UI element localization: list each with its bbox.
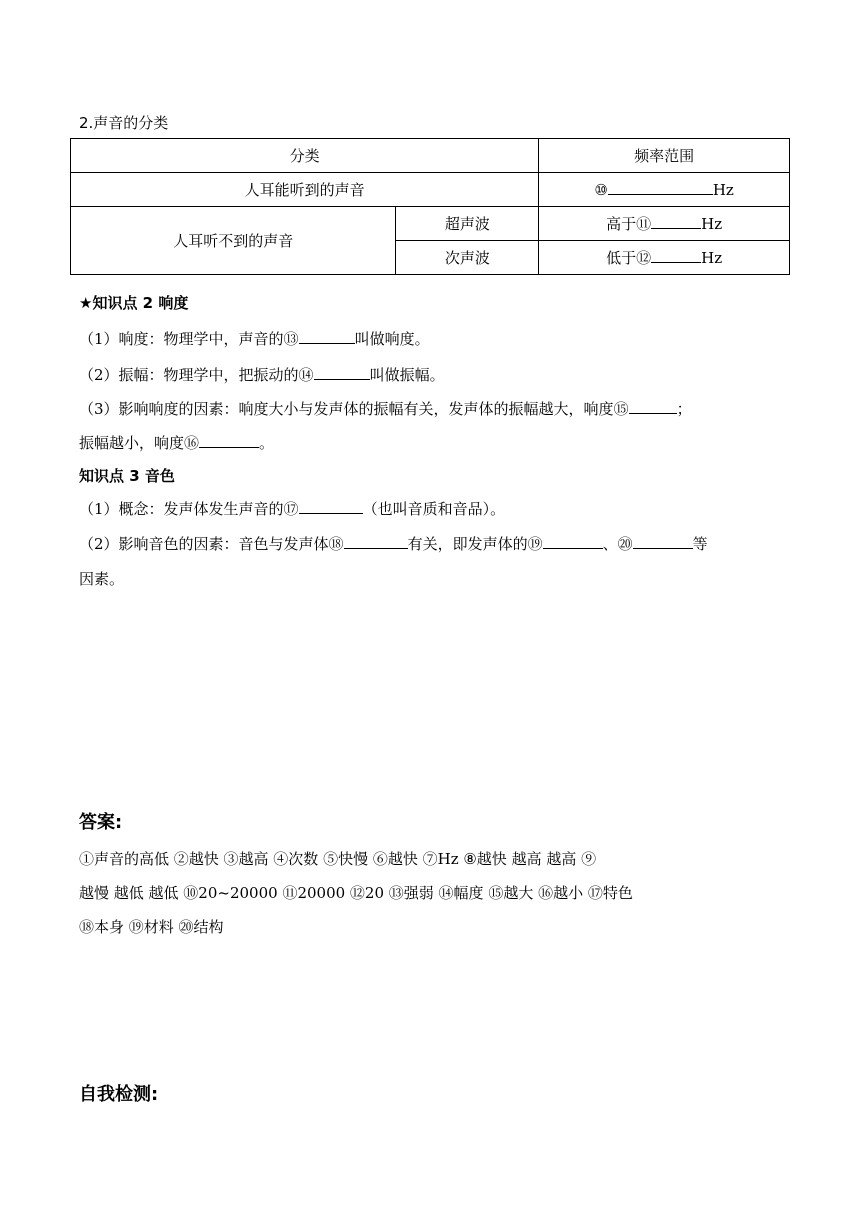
blank-marker: ⑰ xyxy=(283,500,299,518)
answers-line-3: ⑱本身 ⑲材料 ⑳结构 xyxy=(79,918,224,936)
range-prefix: 低于 xyxy=(606,249,637,267)
text-segment: 叫做振幅。 xyxy=(369,366,445,384)
timbre-definition xyxy=(79,498,505,519)
answers-line-1: ①声音的高低 ②越快 ③越高 ④次数 ⑤快慢 ⑥越快 ⑦Hz ⑧越快 越高 越高 ⑨ xyxy=(79,850,597,868)
fill-blank xyxy=(608,180,713,195)
ultrasound-label: 超声波 xyxy=(396,207,539,241)
fill-blank xyxy=(651,248,701,263)
knowledge-point-2-title: ★知识点 2 响度 xyxy=(79,294,189,312)
table-row xyxy=(71,173,790,207)
fill-blank xyxy=(633,534,693,549)
blank-marker: ⑫ xyxy=(636,249,652,267)
fill-blank xyxy=(629,399,677,414)
knowledge-point-3-title: 知识点 3 音色 xyxy=(79,467,175,485)
audible-range-cell xyxy=(539,173,790,207)
section-title-classification: 2.声音的分类 xyxy=(79,114,169,132)
text-segment: 、 xyxy=(602,535,618,553)
fill-blank xyxy=(344,534,408,549)
answers-line-2: 越慢 越低 越低 ⑩20~20000 ⑪20000 ⑫20 ⑬强弱 ⑭幅度 ⑮越大 ⑯越小 ⑰特色 xyxy=(79,884,633,902)
blank-marker: ⑳ xyxy=(617,535,633,553)
fill-blank xyxy=(299,329,355,344)
loudness-factors-line2 xyxy=(79,432,274,453)
fill-blank xyxy=(199,433,259,448)
text-segment: （1）概念：发声体发生声音的 xyxy=(79,500,284,518)
text-segment: （1）响度：物理学中，声音的 xyxy=(79,330,284,348)
self-check-title: 自我检测: xyxy=(79,1084,159,1105)
header-category: 分类 xyxy=(71,139,539,173)
amplitude-definition xyxy=(79,364,445,385)
unit-label: Hz xyxy=(701,249,723,267)
range-prefix: 高于 xyxy=(606,215,637,233)
text-segment: 叫做响度。 xyxy=(354,330,430,348)
text-segment: （2）影响音色的因素：音色与发声体 xyxy=(79,535,329,553)
audible-sound-label: 人耳能听到的声音 xyxy=(71,173,539,207)
blank-marker: ⑭ xyxy=(298,366,314,384)
text-segment: 。 xyxy=(259,434,275,452)
blank-marker: ⑪ xyxy=(636,215,652,233)
fill-blank xyxy=(651,214,701,229)
header-frequency-range: 频率范围 xyxy=(539,139,790,173)
inaudible-sound-label: 人耳听不到的声音 xyxy=(71,207,396,275)
timbre-factors-line2: 因素。 xyxy=(79,570,125,588)
text-segment: 振幅越小，响度 xyxy=(79,434,185,452)
fill-blank xyxy=(543,534,603,549)
fill-blank xyxy=(299,499,363,514)
infrasound-label: 次声波 xyxy=(396,241,539,275)
answers-title: 答案: xyxy=(79,812,123,833)
blank-marker: ⑱ xyxy=(328,535,344,553)
infrasound-range-cell xyxy=(539,241,790,275)
text-segment: 等 xyxy=(692,535,708,553)
blank-marker: ⑩ xyxy=(594,181,608,199)
sound-classification-table xyxy=(70,138,790,275)
text-segment: （3）影响响度的因素：响度大小与发声体的振幅有关，发声体的振幅越大，响度 xyxy=(79,400,614,418)
unit-label: Hz xyxy=(701,215,723,233)
unit-label: Hz xyxy=(712,181,734,199)
blank-marker: ⑲ xyxy=(527,535,543,553)
table-row xyxy=(71,139,790,173)
text-segment: （2）振幅：物理学中，把振动的 xyxy=(79,366,299,384)
ultrasound-range-cell xyxy=(539,207,790,241)
loudness-definition xyxy=(79,328,430,349)
blank-marker: ⑮ xyxy=(613,400,629,418)
loudness-factors-line1 xyxy=(79,398,692,419)
timbre-factors-line1 xyxy=(79,533,708,554)
blank-marker: ⑬ xyxy=(283,330,299,348)
text-segment: （也叫音质和音品）。 xyxy=(362,500,506,518)
fill-blank xyxy=(314,365,370,380)
blank-marker: ⑯ xyxy=(184,434,200,452)
table-row xyxy=(71,207,790,241)
text-segment: ； xyxy=(676,400,692,418)
text-segment: 有关，即发声体的 xyxy=(407,535,528,553)
